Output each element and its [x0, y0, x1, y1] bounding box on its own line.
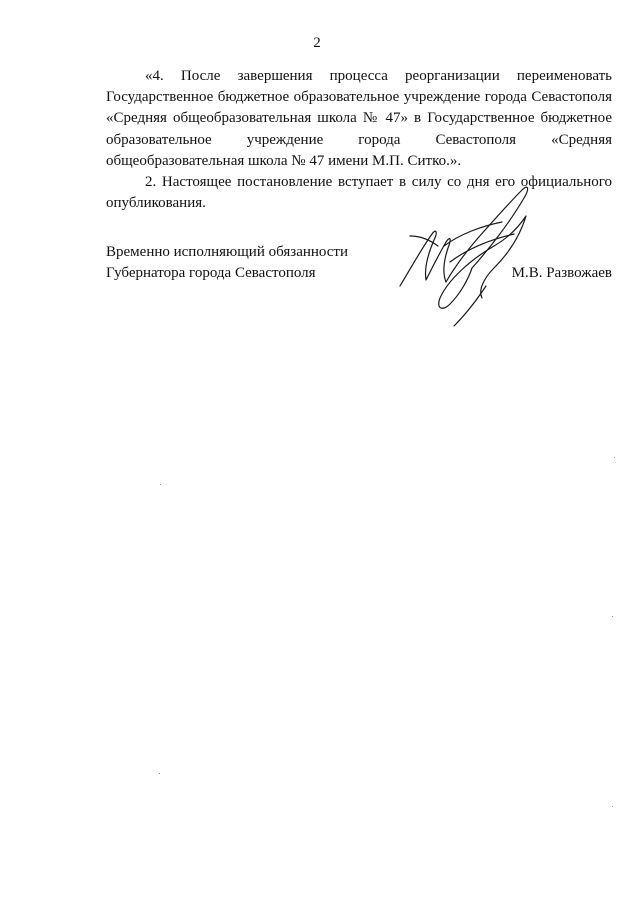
paragraph-effective-date: 2. Настоящее постановление вступает в силу со дня его официального опубликования. [106, 174, 612, 212]
scan-speck [612, 806, 613, 807]
page-number: 2 [313, 35, 321, 51]
paragraph-rename-clause: «4. После завершения процесса реорганизации переименовать Государственное бюджетное образовательное учреждение города Севастополя «Средняя общеобразовательная школа № 47» в Государственное бюджетное образовательное учреждение города Севастополя «Средняя общеобразовательная школа № 47 имени М.П. Ситко.». [106, 68, 612, 169]
signatory-name: М.В. Развожаев [511, 265, 612, 281]
scan-speck [612, 616, 613, 617]
handwritten-signature-icon [390, 176, 540, 336]
scan-speck [160, 484, 161, 485]
scan-speck [614, 457, 615, 458]
signatory-title [106, 242, 348, 284]
signatory-title-line1: Временно исполняющий обязанности [106, 244, 349, 260]
scan-speck [159, 773, 160, 774]
signatory-title-line2: Губернатора города Севастополя [106, 265, 316, 282]
